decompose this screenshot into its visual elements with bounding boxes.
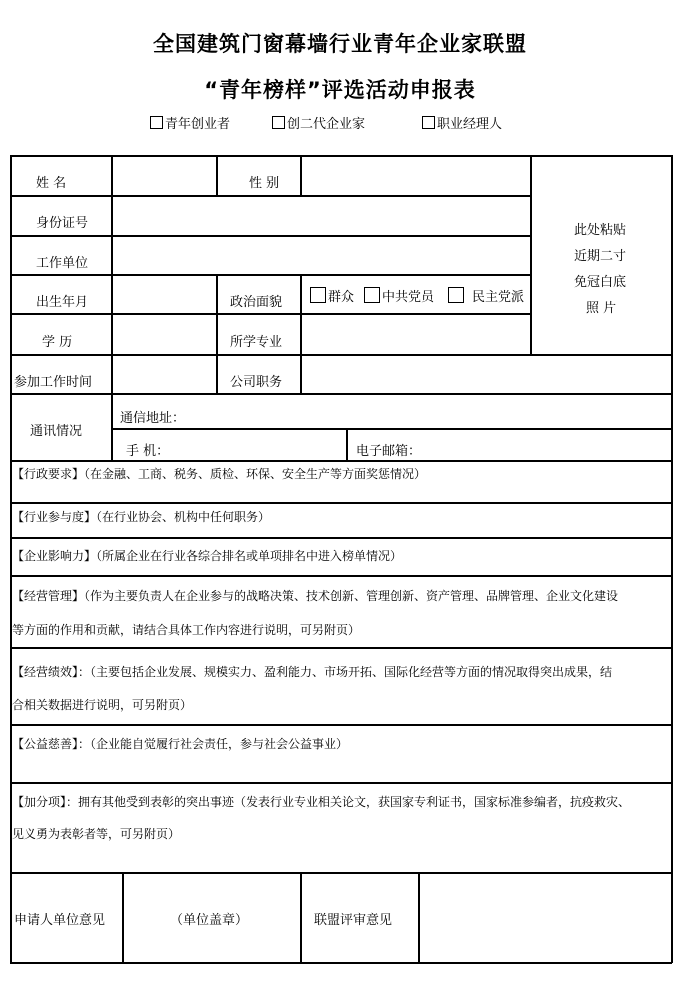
seal-note: （单位盖章） (170, 913, 249, 928)
photo-hint-3: 免冠白底 (574, 275, 627, 290)
col-line (216, 274, 218, 393)
checkbox-icon[interactable] (364, 287, 380, 303)
checkbox-icon[interactable] (448, 287, 464, 303)
name-field[interactable] (113, 157, 215, 194)
label-work-unit: 工作单位 (36, 256, 89, 271)
label-applicant-opinion: 申请人单位意见 (14, 913, 106, 928)
col-line (300, 872, 302, 962)
category-option-1[interactable]: 青年创业者 (150, 113, 230, 132)
label-major: 所学专业 (230, 335, 283, 350)
photo-area[interactable] (532, 157, 670, 353)
enterprise-influence-field[interactable] (12, 562, 670, 574)
political-option-3[interactable]: 民主党派 (448, 286, 524, 305)
section-admin-requirements: 【行政要求】（在金融、工商、税务、质检、环保、安全生产等方面奖惩情况） (12, 467, 427, 481)
table-border-right (671, 155, 673, 963)
bonus-field[interactable] (12, 842, 670, 871)
col-line (111, 393, 113, 460)
label-birth: 出生年月 (36, 295, 89, 310)
table-border-bottom (10, 962, 672, 964)
label-gender: 性 别 (249, 176, 280, 191)
row-line (10, 313, 530, 315)
label-phone: 手 机： (126, 444, 170, 459)
major-field[interactable] (302, 316, 529, 353)
checkbox-icon[interactable] (150, 116, 163, 129)
address-field[interactable] (190, 395, 670, 427)
photo-hint-1: 此处粘贴 (574, 223, 627, 238)
label-id-number: 身份证号 (36, 216, 89, 231)
section-performance-line1: 【经营绩效】：（主要包括企业发展、规模实力、盈利能力、市场开拓、国际化经营等方面的情况取得突出成果，结 (12, 665, 613, 679)
management-field[interactable] (12, 638, 670, 646)
row-line (10, 502, 672, 504)
industry-participation-field[interactable] (12, 524, 670, 536)
category-option-3[interactable]: 职业经理人 (422, 113, 502, 132)
political-option-1[interactable]: 群众 (310, 286, 354, 305)
phone-field[interactable] (190, 430, 345, 459)
row-line (10, 647, 672, 649)
section-bonus-line1: 【加分项】：拥有其他受到表彰的突出事迹（发表行业专业相关论文，获国家专利证书，国家标准参编者，抗疫救灾、 (12, 795, 631, 809)
form-subtitle: “青年榜样”评选活动申报表 (204, 78, 476, 102)
form-title: 全国建筑门窗幕墙行业青年企业家联盟 (153, 32, 527, 56)
birth-field[interactable] (113, 276, 215, 312)
section-management-line1: 【经营管理】（作为主要负责人在企业参与的战略决策、技术创新、管理创新、资产管理、品牌管理、企业文化建设 (12, 589, 619, 603)
row-line (10, 274, 530, 276)
work-unit-field[interactable] (113, 237, 529, 273)
gender-field[interactable] (302, 157, 529, 194)
email-field[interactable] (430, 430, 670, 459)
label-work-start: 参加工作时间 (14, 375, 93, 390)
section-management-line2: 等方面的作用和贡献，请结合具体工作内容进行说明，可另附页） (12, 623, 361, 637)
id-number-field[interactable] (113, 197, 529, 234)
performance-field[interactable] (12, 712, 670, 723)
political-option-2[interactable]: 中共党员 (364, 286, 434, 305)
label-position: 公司职务 (230, 375, 283, 390)
label-education: 学 历 (42, 335, 73, 350)
section-industry-participation: 【行业参与度】（在行业协会、机构中任何职务） (12, 510, 271, 524)
work-start-field[interactable] (113, 356, 215, 392)
position-field[interactable] (302, 356, 670, 392)
label-political: 政治面貌 (230, 295, 283, 310)
checkbox-icon[interactable] (272, 116, 285, 129)
checkbox-icon[interactable] (422, 116, 435, 129)
row-line (10, 724, 672, 726)
alliance-opinion-field[interactable] (420, 874, 670, 961)
section-bonus-line2: 见义勇为表彰者等，可另附页） (12, 827, 181, 841)
row-line (10, 782, 672, 784)
admin-requirements-field[interactable] (12, 480, 670, 501)
charity-field[interactable] (12, 752, 670, 781)
label-name: 姓 名 (36, 176, 67, 191)
photo-hint-4: 照 片 (586, 301, 617, 316)
row-line (10, 575, 672, 577)
category-option-2[interactable]: 创二代企业家 (272, 113, 365, 132)
section-charity: 【公益慈善】：（企业能自觉履行社会责任，参与社会公益事业） (12, 737, 349, 751)
section-performance-line2: 合相关数据进行说明，可另附页） (12, 698, 193, 712)
row-line (10, 460, 672, 462)
col-line (346, 428, 348, 460)
label-address: 通信地址： (120, 411, 186, 426)
education-field[interactable] (113, 316, 215, 353)
row-line (10, 537, 672, 539)
label-alliance-opinion: 联盟评审意见 (314, 913, 393, 928)
section-enterprise-influence: 【企业影响力】（所属企业在行业各综合排名或单项排名中进入榜单情况） (12, 549, 403, 563)
label-email: 电子邮箱： (356, 444, 422, 459)
label-contact: 通讯情况 (30, 424, 83, 439)
photo-hint-2: 近期二寸 (574, 249, 627, 264)
col-line (216, 155, 218, 195)
checkbox-icon[interactable] (310, 287, 326, 303)
